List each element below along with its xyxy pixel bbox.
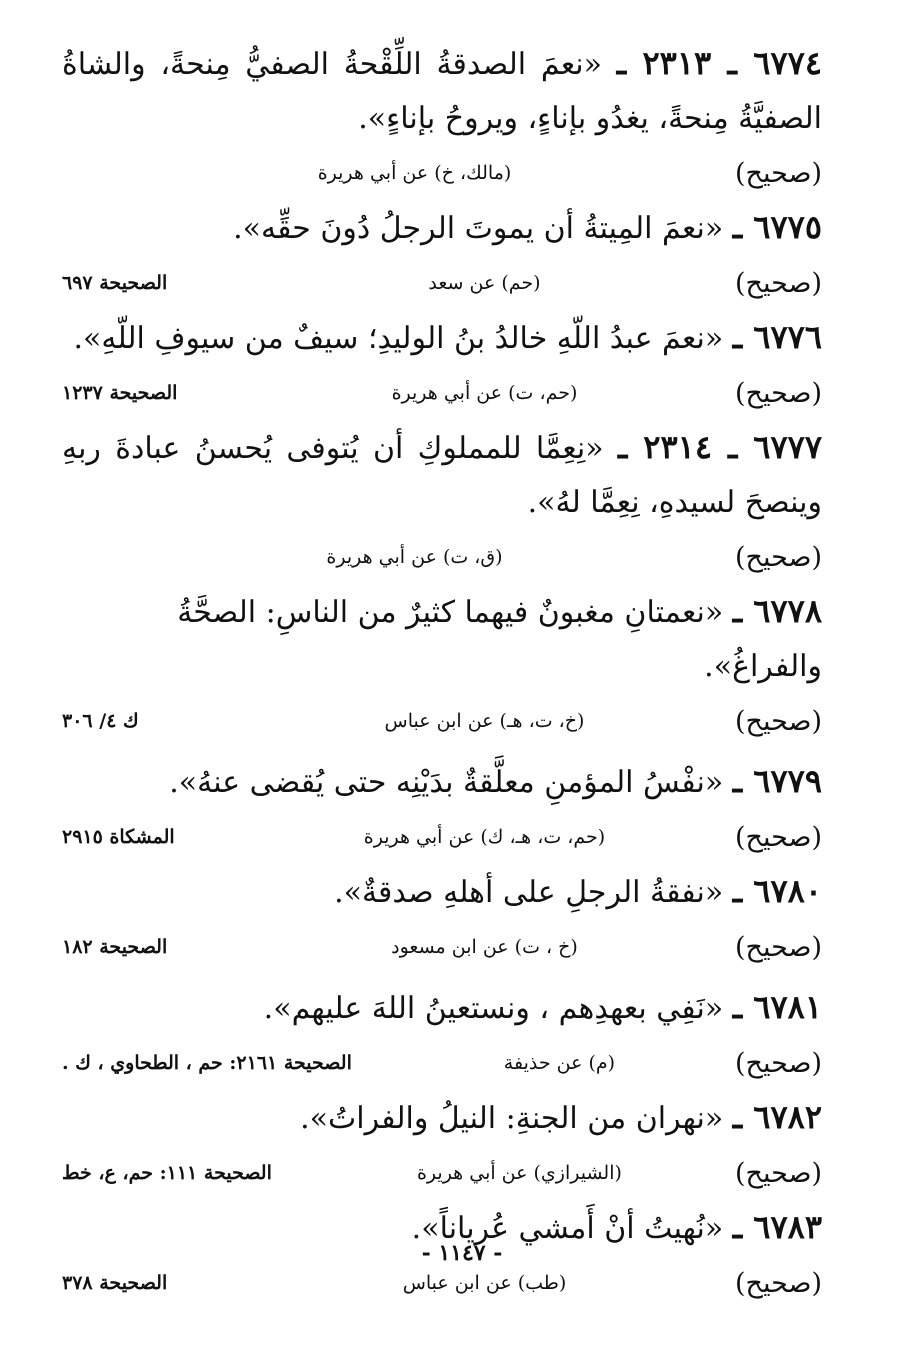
source-attribution: (حم، ت، هـ، ك) عن أبي هريرة [363, 826, 606, 848]
hadith-text [62, 754, 822, 810]
source-attribution: (الشيرازي) عن أبي هريرة [416, 1162, 622, 1184]
hadith-body: «نُهيتُ أنْ أَمشي عُرياناً». [411, 1211, 724, 1246]
hadith-text [62, 584, 822, 694]
reference-note: الصحيحة ٢١٦١: حم ، الطحاوي ، ك . [62, 1052, 352, 1074]
hadith-number: ٦٧٧٦ ـ [732, 318, 822, 356]
reference-note: المشكاة ٢٩١٥ [62, 826, 175, 848]
page-number: - ١١٤٧ - [421, 1240, 503, 1266]
hadith-entry [62, 310, 822, 420]
grade-label: (صحيح) [735, 267, 822, 299]
hadith-body: «نعمَ المِيتةُ أن يموتَ الرجلُ دُونَ حقِّه». [233, 211, 724, 246]
hadith-body: «نفقةُ الرجلِ على أهلهِ صدقةٌ». [334, 875, 724, 910]
reference-note: الصحيحة ١٨٢ [62, 936, 168, 958]
hadith-text [62, 36, 822, 146]
hadith-number: ٦٧٨٢ ـ [732, 1098, 822, 1136]
hadith-entry [62, 200, 822, 310]
hadith-number: ٦٧٨٠ ـ [732, 872, 822, 910]
hadith-text [62, 864, 822, 920]
hadith-body: «نفْسُ المؤمنِ معلَّقةٌ بدَيْنِه حتى يُقضى عنهُ». [169, 765, 724, 800]
hadith-reference [62, 530, 822, 584]
hadith-reference [62, 146, 822, 200]
grade-label: (صحيح) [735, 1267, 822, 1299]
grade-label: (صحيح) [735, 541, 822, 573]
hadith-body: «نعمتانِ مغبونٌ فيهما كثيرٌ من الناسِ: الصحَّةُ والفراغُ». [177, 595, 822, 684]
reference-note: الصحيحة ١٢٣٧ [62, 382, 178, 404]
hadith-reference [62, 256, 822, 310]
hadith-text [62, 310, 822, 366]
grade-label: (صحيح) [735, 931, 822, 963]
hadith-number: ٦٧٧٩ ـ [732, 762, 822, 800]
hadith-text [62, 980, 822, 1036]
hadith-number: ٦٧٨٣ ـ [732, 1208, 822, 1246]
grade-label: (صحيح) [735, 1047, 822, 1079]
hadith-reference [62, 1036, 822, 1090]
grade-label: (صحيح) [735, 821, 822, 853]
hadith-entry [62, 980, 822, 1090]
hadith-body: «نعمَ عبدُ اللّهِ خالدُ بنُ الوليدِ؛ سيفٌ من سيوفِ اللّهِ». [73, 321, 724, 356]
hadith-body: «نهران من الجنةِ: النيلُ والفراتُ». [300, 1101, 724, 1136]
hadith-reference [62, 366, 822, 420]
hadith-number: ٦٧٧٨ ـ [732, 592, 822, 630]
hadith-number: ٦٧٧٥ ـ [732, 208, 822, 246]
hadith-reference [62, 810, 822, 864]
grade-label: (صحيح) [735, 705, 822, 737]
hadith-entry [62, 584, 822, 748]
hadith-body: «نِعِمَّا للمملوكِ أن يُتوفى يُحسنُ عبادةَ ربهِ وينصحَ لسيدهِ، نِعِمَّا لهُ». [62, 431, 822, 520]
reference-note: الصحيحة ٣٧٨ [62, 1272, 168, 1294]
page-body [62, 36, 822, 1310]
hadith-text [62, 420, 822, 530]
hadith-reference [62, 920, 822, 974]
hadith-number: ٦٧٧٧ ـ ٢٣١٤ ـ [617, 428, 822, 466]
source-attribution: (حم) عن سعد [428, 272, 541, 294]
hadith-entry [62, 36, 822, 200]
hadith-text [62, 1090, 822, 1146]
reference-note: الصحيحة ١١١: حم، ع، خط [62, 1162, 272, 1184]
source-attribution: (طب) عن ابن عباس [402, 1272, 567, 1294]
hadith-body: «نعمَ الصدقةُ اللِّقْحةُ الصفيُّ مِنحةً، والشاةُ الصفيَّةُ مِنحةً، يغدُو بإناءٍ، ويروحُ بإناءٍ». [62, 47, 822, 136]
source-attribution: (ق، ت) عن أبي هريرة [326, 546, 503, 568]
hadith-reference [62, 694, 822, 748]
source-attribution: (مالك، خ) عن أبي هريرة [317, 162, 512, 184]
source-attribution: (حم، ت) عن أبي هريرة [391, 382, 578, 404]
hadith-entry [62, 864, 822, 974]
hadith-entry [62, 754, 822, 864]
reference-note: ك ٤/ ٣٠٦ [62, 710, 139, 732]
hadith-entry [62, 1090, 822, 1200]
source-attribution: (خ ، ت) عن ابن مسعود [391, 936, 578, 958]
source-attribution: (م) عن حذيفة [503, 1052, 616, 1074]
hadith-reference [62, 1146, 822, 1200]
source-attribution: (خ، ت، هـ) عن ابن عباس [384, 710, 585, 732]
hadith-number: ٦٧٧٤ ـ ٢٣١٣ ـ [616, 44, 823, 82]
grade-label: (صحيح) [735, 157, 822, 189]
grade-label: (صحيح) [735, 377, 822, 409]
grade-label: (صحيح) [735, 1157, 822, 1189]
hadith-body: «نَفِي بعهدِهم ، ونستعينُ اللهَ عليهم». [263, 991, 724, 1026]
hadith-text [62, 200, 822, 256]
hadith-entry [62, 420, 822, 584]
hadith-number: ٦٧٨١ ـ [732, 988, 822, 1026]
reference-note: الصحيحة ٦٩٧ [62, 272, 168, 294]
